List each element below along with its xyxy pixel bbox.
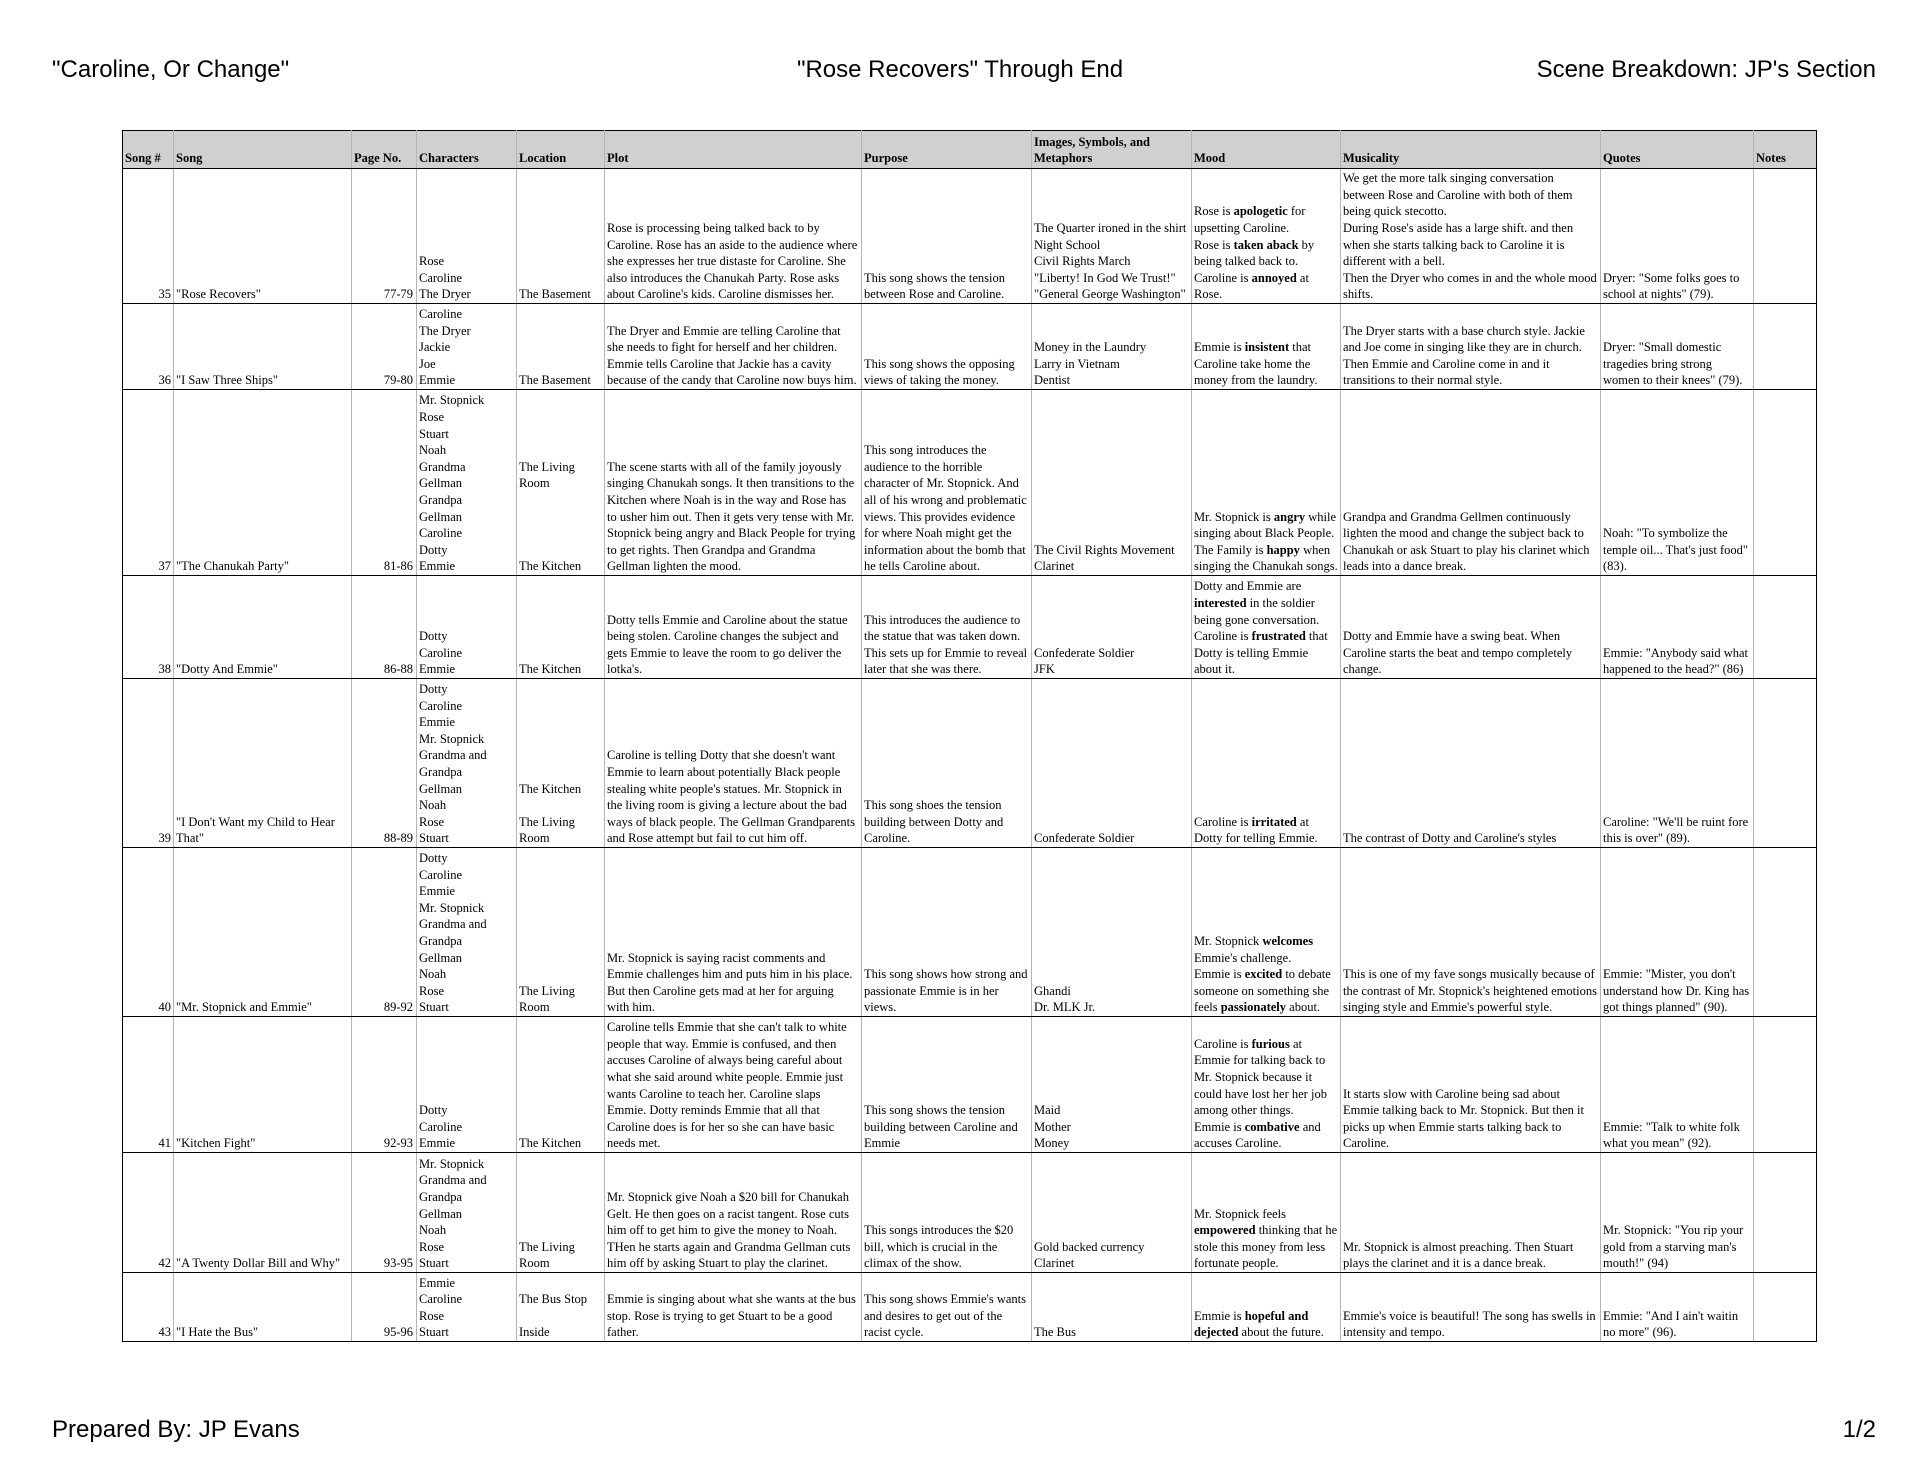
quotes-cell: Dryer: "Some folks goes to school at nights" (79). [1601, 169, 1754, 304]
characters-cell [417, 169, 517, 304]
col-header-images: Images, Symbols, and Metaphors [1032, 131, 1192, 169]
plot-cell: Dotty tells Emmie and Caroline about the statue being stolen. Caroline changes the subject and gets Emmie to leave the room to go deliver the lotka's. [605, 576, 862, 679]
col-header-purpose: Purpose [862, 131, 1032, 169]
col-header-mood: Mood [1192, 131, 1341, 169]
purpose-cell: This song shows Emmie's wants and desires to get out of the racist cycle. [862, 1273, 1032, 1342]
song-number-cell: 40 [123, 848, 174, 1017]
song-title-cell: "Mr. Stopnick and Emmie" [174, 848, 352, 1017]
mood-cell: Mr. Stopnick feels empowered thinking that he stole this money from less fortunate people. [1192, 1153, 1341, 1273]
plot-cell: The scene starts with all of the family joyously singing Chanukah songs. It then transitions to the Kitchen where Noah is in the way and Rose has to usher him out. Then it gets very tense with Mr. Stopnick being angry and Black People for trying to get rights. Then Grandpa and Grandma Gellman lighten the mood. [605, 390, 862, 576]
purpose-cell: This song shows the tension between Rose and Caroline. [862, 169, 1032, 304]
characters-cell-text: Emmie Caroline Rose Stuart [419, 1275, 463, 1340]
musicality-cell-text: Emmie's voice is beautiful! The song has swells in intensity and tempo. [1343, 1308, 1596, 1340]
location-cell [517, 169, 605, 304]
song-number-cell: 35 [123, 169, 174, 304]
plot-cell: Emmie is singing about what she wants at the bus stop. Rose is trying to get Stuart to be a good father. [605, 1273, 862, 1342]
location-cell [517, 848, 605, 1017]
col-header-page: Page No. [352, 131, 417, 169]
notes-cell [1754, 1273, 1817, 1342]
notes-cell [1754, 1017, 1817, 1153]
characters-cell-text: Mr. Stopnick Rose Stuart Noah Grandma Gellman Grandpa Gellman Caroline Dotty Emmie [419, 393, 485, 574]
location-cell-text: The Basement [519, 287, 591, 302]
purpose-cell: This song shows how strong and passionate Emmie is in her views. [862, 848, 1032, 1017]
musicality-cell [1341, 390, 1601, 576]
plot-cell: Mr. Stopnick give Noah a $20 bill for Chanukah Gelt. He then goes on a racist tangent. Rose cuts him off to get him to give the money to Noah. THen he starts again and Grandma Gellman cuts him off by asking Stuart to play the clarinet. [605, 1153, 862, 1273]
purpose-cell: This song shows the opposing views of taking the money. [862, 304, 1032, 390]
song-title-cell: "I Saw Three Ships" [174, 304, 352, 390]
images-cell [1032, 848, 1192, 1017]
images-cell [1032, 1273, 1192, 1342]
page-number-cell: 79-80 [352, 304, 417, 390]
col-header-location: Location [517, 131, 605, 169]
table-row [123, 390, 1817, 576]
quotes-cell: Emmie: "Anybody said what happened to the head?" (86) [1601, 576, 1754, 679]
location-cell [517, 679, 605, 848]
location-cell-text: The Living Room [519, 1239, 575, 1271]
table-row [123, 1017, 1817, 1153]
location-cell [517, 576, 605, 679]
location-cell [517, 304, 605, 390]
images-cell-text: The Civil Rights Movement Clarinet [1034, 542, 1175, 574]
quotes-cell: Noah: "To symbolize the temple oil... That's just food" (83). [1601, 390, 1754, 576]
purpose-cell: This introduces the audience to the statue that was taken down. This sets up for Emmie to reveal later that she was there. [862, 576, 1032, 679]
musicality-cell [1341, 1273, 1601, 1342]
page-number: 1/2 [1842, 1416, 1876, 1443]
table-row [123, 169, 1817, 304]
mood-cell: Rose is apologetic for upsetting Caroline. Rose is taken aback by being talked back to. Caroline is annoyed at Rose. [1192, 169, 1341, 304]
musicality-cell-text: Dotty and Emmie have a swing beat. When Caroline starts the beat and tempo completely change. [1343, 629, 1573, 677]
song-number-cell: 43 [123, 1273, 174, 1342]
table-body [123, 169, 1817, 1342]
table-row [123, 1153, 1817, 1273]
images-cell [1032, 679, 1192, 848]
characters-cell [417, 1273, 517, 1342]
table-header-row [123, 131, 1817, 169]
notes-cell [1754, 1153, 1817, 1273]
mood-cell: Dotty and Emmie are interested in the soldier being gone conversation. Caroline is frustrated that Dotty is telling Emmie about it. [1192, 576, 1341, 679]
musicality-cell [1341, 1153, 1601, 1273]
purpose-cell: This song introduces the audience to the horrible character of Mr. Stopnick. And all of his wrong and problematic views. This provides evidence for where Noah might get the information about the bomb that he tells Caroline about. [862, 390, 1032, 576]
location-cell-text: The Basement [519, 373, 591, 388]
location-cell [517, 1017, 605, 1153]
musicality-cell-text: The contrast of Dotty and Caroline's styles [1343, 831, 1557, 846]
mood-cell: Mr. Stopnick is angry while singing about Black People. The Family is happy when singing the Chanukah songs. [1192, 390, 1341, 576]
song-title-cell: "Dotty And Emmie" [174, 576, 352, 679]
mood-cell: Caroline is furious at Emmie for talking back to Mr. Stopnick because it could have lost her her job among other things. Emmie is combative and accuses Caroline. [1192, 1017, 1341, 1153]
table-row [123, 848, 1817, 1017]
quotes-cell: Emmie: "Talk to white folk what you mean" (92). [1601, 1017, 1754, 1153]
mood-cell: Emmie is hopeful and dejected about the future. [1192, 1273, 1341, 1342]
characters-cell-text: Mr. Stopnick Grandma and Grandpa Gellman Noah Rose Stuart [419, 1156, 487, 1271]
song-number-cell: 42 [123, 1153, 174, 1273]
musicality-cell-text: We get the more talk singing conversation between Rose and Caroline with both of them being quick stecotto. During Rose's aside has a large shift. and then when she starts talking back to Caroline it is different with a bell. Then the Dryer who comes in and the whole mood shifts. [1343, 171, 1597, 302]
characters-cell [417, 390, 517, 576]
notes-cell [1754, 848, 1817, 1017]
characters-cell-text: Dotty Caroline Emmie [419, 629, 463, 677]
plot-cell: Mr. Stopnick is saying racist comments and Emmie challenges him and puts him in his place. But then Caroline gets mad at her for arguing with him. [605, 848, 862, 1017]
page-number-cell: 95-96 [352, 1273, 417, 1342]
song-title-cell: "I Don't Want my Child to Hear That" [174, 679, 352, 848]
characters-cell-text: Dotty Caroline Emmie Mr. Stopnick Grandma and Grandpa Gellman Noah Rose Stuart [419, 851, 487, 1015]
musicality-cell-text: This is one of my fave songs musically because of the contrast of Mr. Stopnick's heightened emotions singing style and Emmie's powerful style. [1343, 967, 1597, 1015]
quotes-cell: Emmie: "And I ain't waitin no more" (96). [1601, 1273, 1754, 1342]
images-cell [1032, 169, 1192, 304]
notes-cell [1754, 679, 1817, 848]
location-cell-text: The Living Room [519, 983, 575, 1015]
document-title: "Caroline, Or Change" [52, 56, 290, 83]
col-header-musicality: Musicality [1341, 131, 1601, 169]
col-header-characters: Characters [417, 131, 517, 169]
location-cell-text: The Bus Stop Inside [519, 1292, 588, 1340]
section-title: "Rose Recovers" Through End [796, 56, 1124, 83]
col-header-song: Song [174, 131, 352, 169]
images-cell-text: Maid Mother Money [1034, 1103, 1071, 1151]
musicality-cell [1341, 576, 1601, 679]
characters-cell-text: Rose Caroline The Dryer [419, 254, 471, 302]
musicality-cell-text: Mr. Stopnick is almost preaching. Then Stuart plays the clarinet and it is a dance break. [1343, 1239, 1574, 1271]
characters-cell [417, 1153, 517, 1273]
characters-cell [417, 1017, 517, 1153]
col-header-notes: Notes [1754, 131, 1817, 169]
musicality-cell [1341, 679, 1601, 848]
song-title-cell: "Rose Recovers" [174, 169, 352, 304]
page-number-cell: 81-86 [352, 390, 417, 576]
images-cell-text: Money in the Laundry Larry in Vietnam Dentist [1034, 340, 1147, 388]
purpose-cell: This song shows the tension building between Caroline and Emmie [862, 1017, 1032, 1153]
quotes-cell: Mr. Stopnick: "You rip your gold from a starving man's mouth!" (94) [1601, 1153, 1754, 1273]
plot-cell: The Dryer and Emmie are telling Caroline that she needs to fight for herself and her children. Emmie tells Caroline that Jackie has a cavity because of the candy that Caroline now buys him. [605, 304, 862, 390]
characters-cell [417, 848, 517, 1017]
mood-cell: Mr. Stopnick welcomes Emmie's challenge. Emmie is excited to debate someone on something she feels passionately about. [1192, 848, 1341, 1017]
location-cell [517, 390, 605, 576]
location-cell [517, 1273, 605, 1342]
col-header-song-number: Song # [123, 131, 174, 169]
images-cell [1032, 1017, 1192, 1153]
characters-cell [417, 304, 517, 390]
quotes-cell: Caroline: "We'll be ruint fore this is over" (89). [1601, 679, 1754, 848]
song-title-cell: "I Hate the Bus" [174, 1273, 352, 1342]
location-cell [517, 1153, 605, 1273]
musicality-cell [1341, 1017, 1601, 1153]
images-cell-text: Confederate Soldier [1034, 831, 1135, 846]
images-cell [1032, 304, 1192, 390]
location-cell-text: The Kitchen [519, 662, 582, 677]
characters-cell-text: Dotty Caroline Emmie [419, 1103, 463, 1151]
images-cell-text: Ghandi Dr. MLK Jr. [1034, 983, 1096, 1015]
musicality-cell [1341, 169, 1601, 304]
images-cell-text: The Bus [1034, 1325, 1077, 1340]
characters-cell-text: Dotty Caroline Emmie Mr. Stopnick Grandma and Grandpa Gellman Noah Rose Stuart [419, 682, 487, 846]
location-cell-text: The Kitchen [519, 1136, 582, 1151]
location-cell-text: The Living Room The Kitchen [519, 459, 582, 574]
song-title-cell: "Kitchen Fight" [174, 1017, 352, 1153]
col-header-plot: Plot [605, 131, 862, 169]
song-title-cell: "The Chanukah Party" [174, 390, 352, 576]
plot-cell: Caroline tells Emmie that she can't talk to white people that way. Emmie is confused, and then accuses Caroline of always being careful about what she said around white people. Emmie just wants Caroline to teach her. Caroline slaps Emmie. Dotty reminds Emmie that all that Caroline does is for her so she can have basic needs met. [605, 1017, 862, 1153]
plot-cell: Caroline is telling Dotty that she doesn't want Emmie to learn about potentially Black people stealing white people's statues. Mr. Stopnick in the living room is giving a lecture about the bad ways of black people. The Gellman Grandparents and Rose attempt but fail to cut him off. [605, 679, 862, 848]
notes-cell [1754, 390, 1817, 576]
location-cell-text: The Kitchen The Living Room [519, 781, 582, 846]
characters-cell-text: Caroline The Dryer Jackie Joe Emmie [419, 307, 471, 388]
col-header-quotes: Quotes [1601, 131, 1754, 169]
table-row [123, 576, 1817, 679]
page-number-cell: 88-89 [352, 679, 417, 848]
images-cell-text: Gold backed currency Clarinet [1034, 1239, 1145, 1271]
page-number-cell: 77-79 [352, 169, 417, 304]
images-cell [1032, 1153, 1192, 1273]
purpose-cell: This songs introduces the $20 bill, which is crucial in the climax of the show. [862, 1153, 1032, 1273]
quotes-cell: Dryer: "Small domestic tragedies bring strong women to their knees" (79). [1601, 304, 1754, 390]
table-row [123, 679, 1817, 848]
musicality-cell [1341, 304, 1601, 390]
table-row [123, 304, 1817, 390]
table-row [123, 1273, 1817, 1342]
song-number-cell: 37 [123, 390, 174, 576]
song-number-cell: 41 [123, 1017, 174, 1153]
mood-cell: Caroline is irritated at Dotty for telling Emmie. [1192, 679, 1341, 848]
scene-breakdown-table [122, 130, 1817, 1342]
mood-cell: Emmie is insistent that Caroline take home the money from the laundry. [1192, 304, 1341, 390]
quotes-cell: Emmie: "Mister, you don't understand how Dr. King has got things planned" (90). [1601, 848, 1754, 1017]
song-number-cell: 36 [123, 304, 174, 390]
images-cell [1032, 390, 1192, 576]
page-number-cell: 93-95 [352, 1153, 417, 1273]
song-title-cell: "A Twenty Dollar Bill and Why" [174, 1153, 352, 1273]
images-cell-text: Confederate Soldier JFK [1034, 645, 1135, 677]
notes-cell [1754, 576, 1817, 679]
musicality-cell-text: Grandpa and Grandma Gellmen continuously lighten the mood and change the subject back to Chanukah or ask Stuart to play his clarinet which leads into a dance break. [1343, 509, 1590, 574]
notes-cell [1754, 169, 1817, 304]
breakdown-title: Scene Breakdown: JP's Section [1536, 56, 1876, 83]
musicality-cell-text: The Dryer starts with a base church style. Jackie and Joe come in singing like they are in church. Then Emmie and Caroline come in and it transitions to their normal style. [1343, 323, 1585, 388]
purpose-cell: This song shoes the tension building between Dotty and Caroline. [862, 679, 1032, 848]
musicality-cell [1341, 848, 1601, 1017]
musicality-cell-text: It starts slow with Caroline being sad about Emmie talking back to Mr. Stopnick. But then it picks up when Emmie starts talking back to Caroline. [1343, 1086, 1584, 1151]
notes-cell [1754, 304, 1817, 390]
prepared-by: Prepared By: JP Evans [52, 1416, 300, 1443]
images-cell-text: The Quarter ironed in the shirt Night School Civil Rights March "Liberty! In God We Trust!" "General George Washington" [1034, 221, 1187, 302]
plot-cell: Rose is processing being talked back to by Caroline. Rose has an aside to the audience where she expresses her true distaste for Caroline. She also introduces the Chanukah Party. Rose asks about Caroline's kids. Caroline dismisses her. [605, 169, 862, 304]
page-number-cell: 92-93 [352, 1017, 417, 1153]
characters-cell [417, 576, 517, 679]
images-cell [1032, 576, 1192, 679]
page-number-cell: 86-88 [352, 576, 417, 679]
song-number-cell: 38 [123, 576, 174, 679]
page-number-cell: 89-92 [352, 848, 417, 1017]
song-number-cell: 39 [123, 679, 174, 848]
characters-cell [417, 679, 517, 848]
